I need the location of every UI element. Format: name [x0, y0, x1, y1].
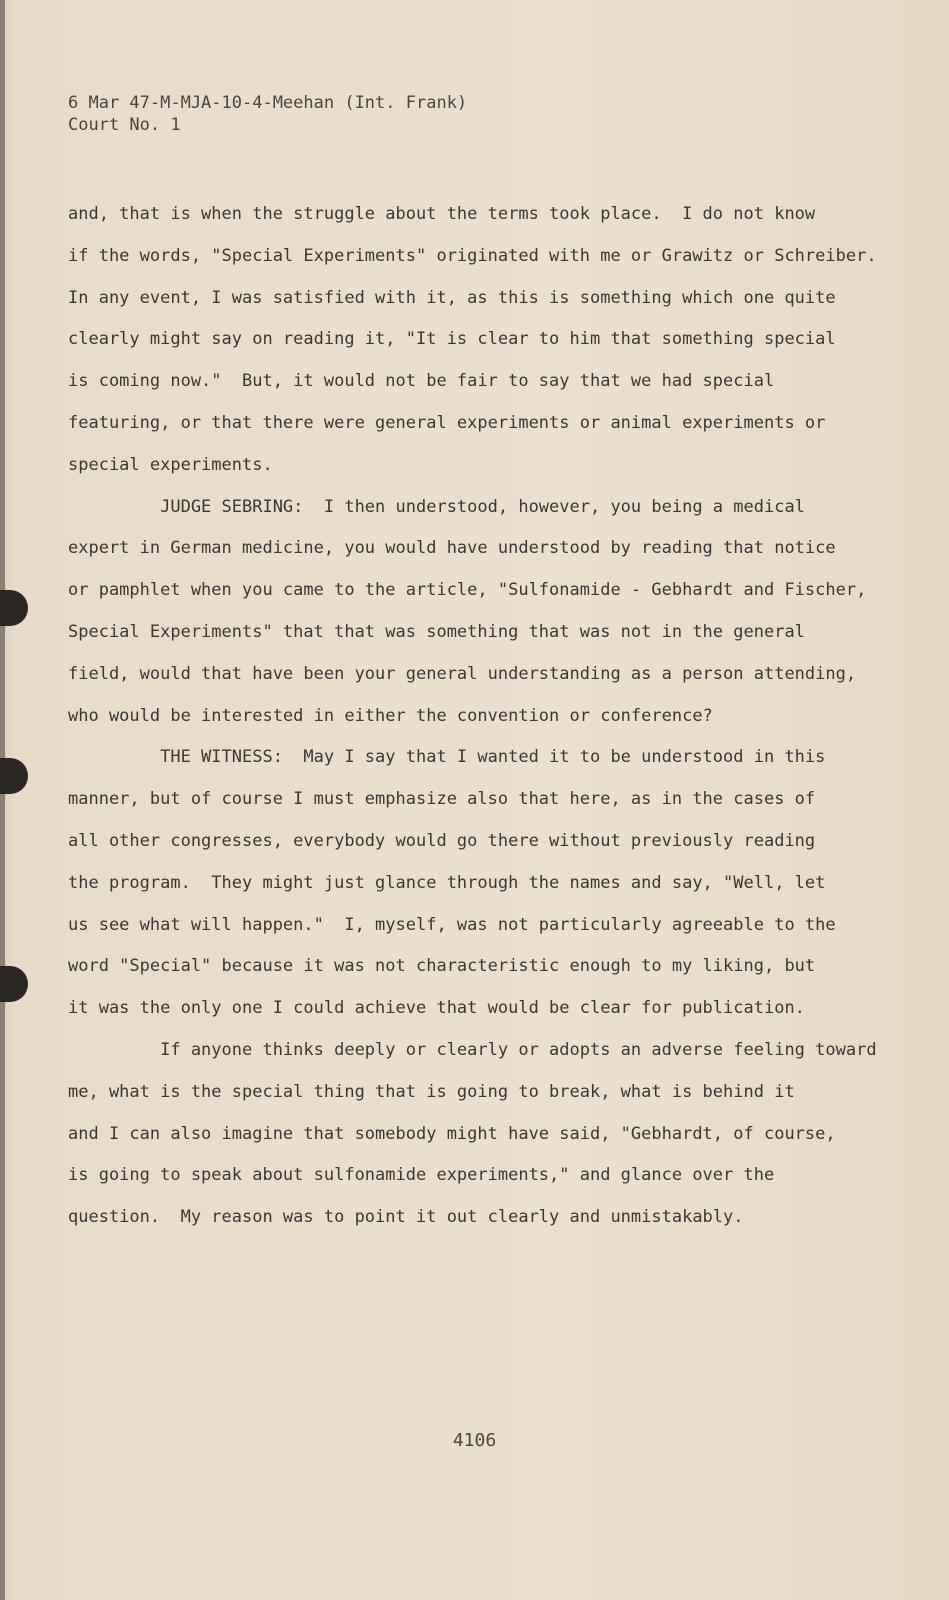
text-line: and, that is when the struggle about the terms took place. I do not know: [68, 204, 816, 224]
document-header: [68, 92, 467, 136]
text-line: field, would that have been your general understanding as a person attending,: [68, 663, 857, 684]
text-line: it was the only one I could achieve that would be clear for publication.: [68, 998, 805, 1019]
text-line: us see what will happen." I, myself, was not particularly agreeable to the: [68, 914, 836, 935]
header-session-line: 6 Mar 47-M-MJA-10-4-Meehan (Int. Frank): [68, 93, 468, 113]
text-line: question. My reason was to point it out clearly and unmistakably.: [68, 1207, 744, 1228]
text-line: THE WITNESS: May I say that I wanted it to be understood in this: [68, 747, 826, 768]
text-line: clearly might say on reading it, "It is clear to him that something special: [68, 329, 836, 350]
text-line: the program. They might just glance through the names and say, "Well, let: [68, 872, 826, 893]
text-line: who would be interested in either the convention or conference?: [68, 705, 713, 726]
text-line: In any event, I was satisfied with it, as this is something which one quite: [68, 287, 836, 308]
text-line: all other congresses, everybody would go there without previously reading: [68, 830, 816, 851]
text-line: If anyone thinks deeply or clearly or adopts an adverse feeling toward: [68, 1039, 877, 1060]
text-line: me, what is the special thing that is going to break, what is behind it: [68, 1081, 795, 1102]
text-line: Special Experiments" that that was something that was not in the general: [68, 621, 805, 642]
punch-hole-bottom: [0, 966, 28, 1002]
text-line: JUDGE SEBRING: I then understood, however, you being a medical: [68, 496, 805, 517]
punch-hole-top: [0, 590, 28, 626]
header-court-line: Court No. 1: [68, 115, 181, 135]
text-line: word "Special" because it was not characteristic enough to my liking, but: [68, 956, 816, 977]
text-line: featuring, or that there were general experiments or animal experiments or: [68, 412, 826, 433]
text-line: expert in German medicine, you would have understood by reading that notice: [68, 538, 836, 559]
text-line: and I can also imagine that somebody might have said, "Gebhardt, of course,: [68, 1123, 836, 1144]
page-number: 4106: [452, 1430, 497, 1451]
text-line: special experiments.: [68, 454, 273, 475]
text-line: is coming now." But, it would not be fair to say that we had special: [68, 371, 775, 392]
text-line: or pamphlet when you came to the article, "Sulfonamide - Gebhardt and Fischer,: [68, 580, 867, 601]
text-line: if the words, "Special Experiments" originated with me or Grawitz or Schreiber.: [68, 245, 877, 266]
transcript-body: [68, 194, 888, 1239]
page-left-edge: [0, 0, 5, 1600]
text-line: manner, but of course I must emphasize also that here, as in the cases of: [68, 789, 816, 810]
punch-hole-middle: [0, 758, 28, 794]
text-line: is going to speak about sulfonamide experiments," and glance over the: [68, 1165, 775, 1186]
